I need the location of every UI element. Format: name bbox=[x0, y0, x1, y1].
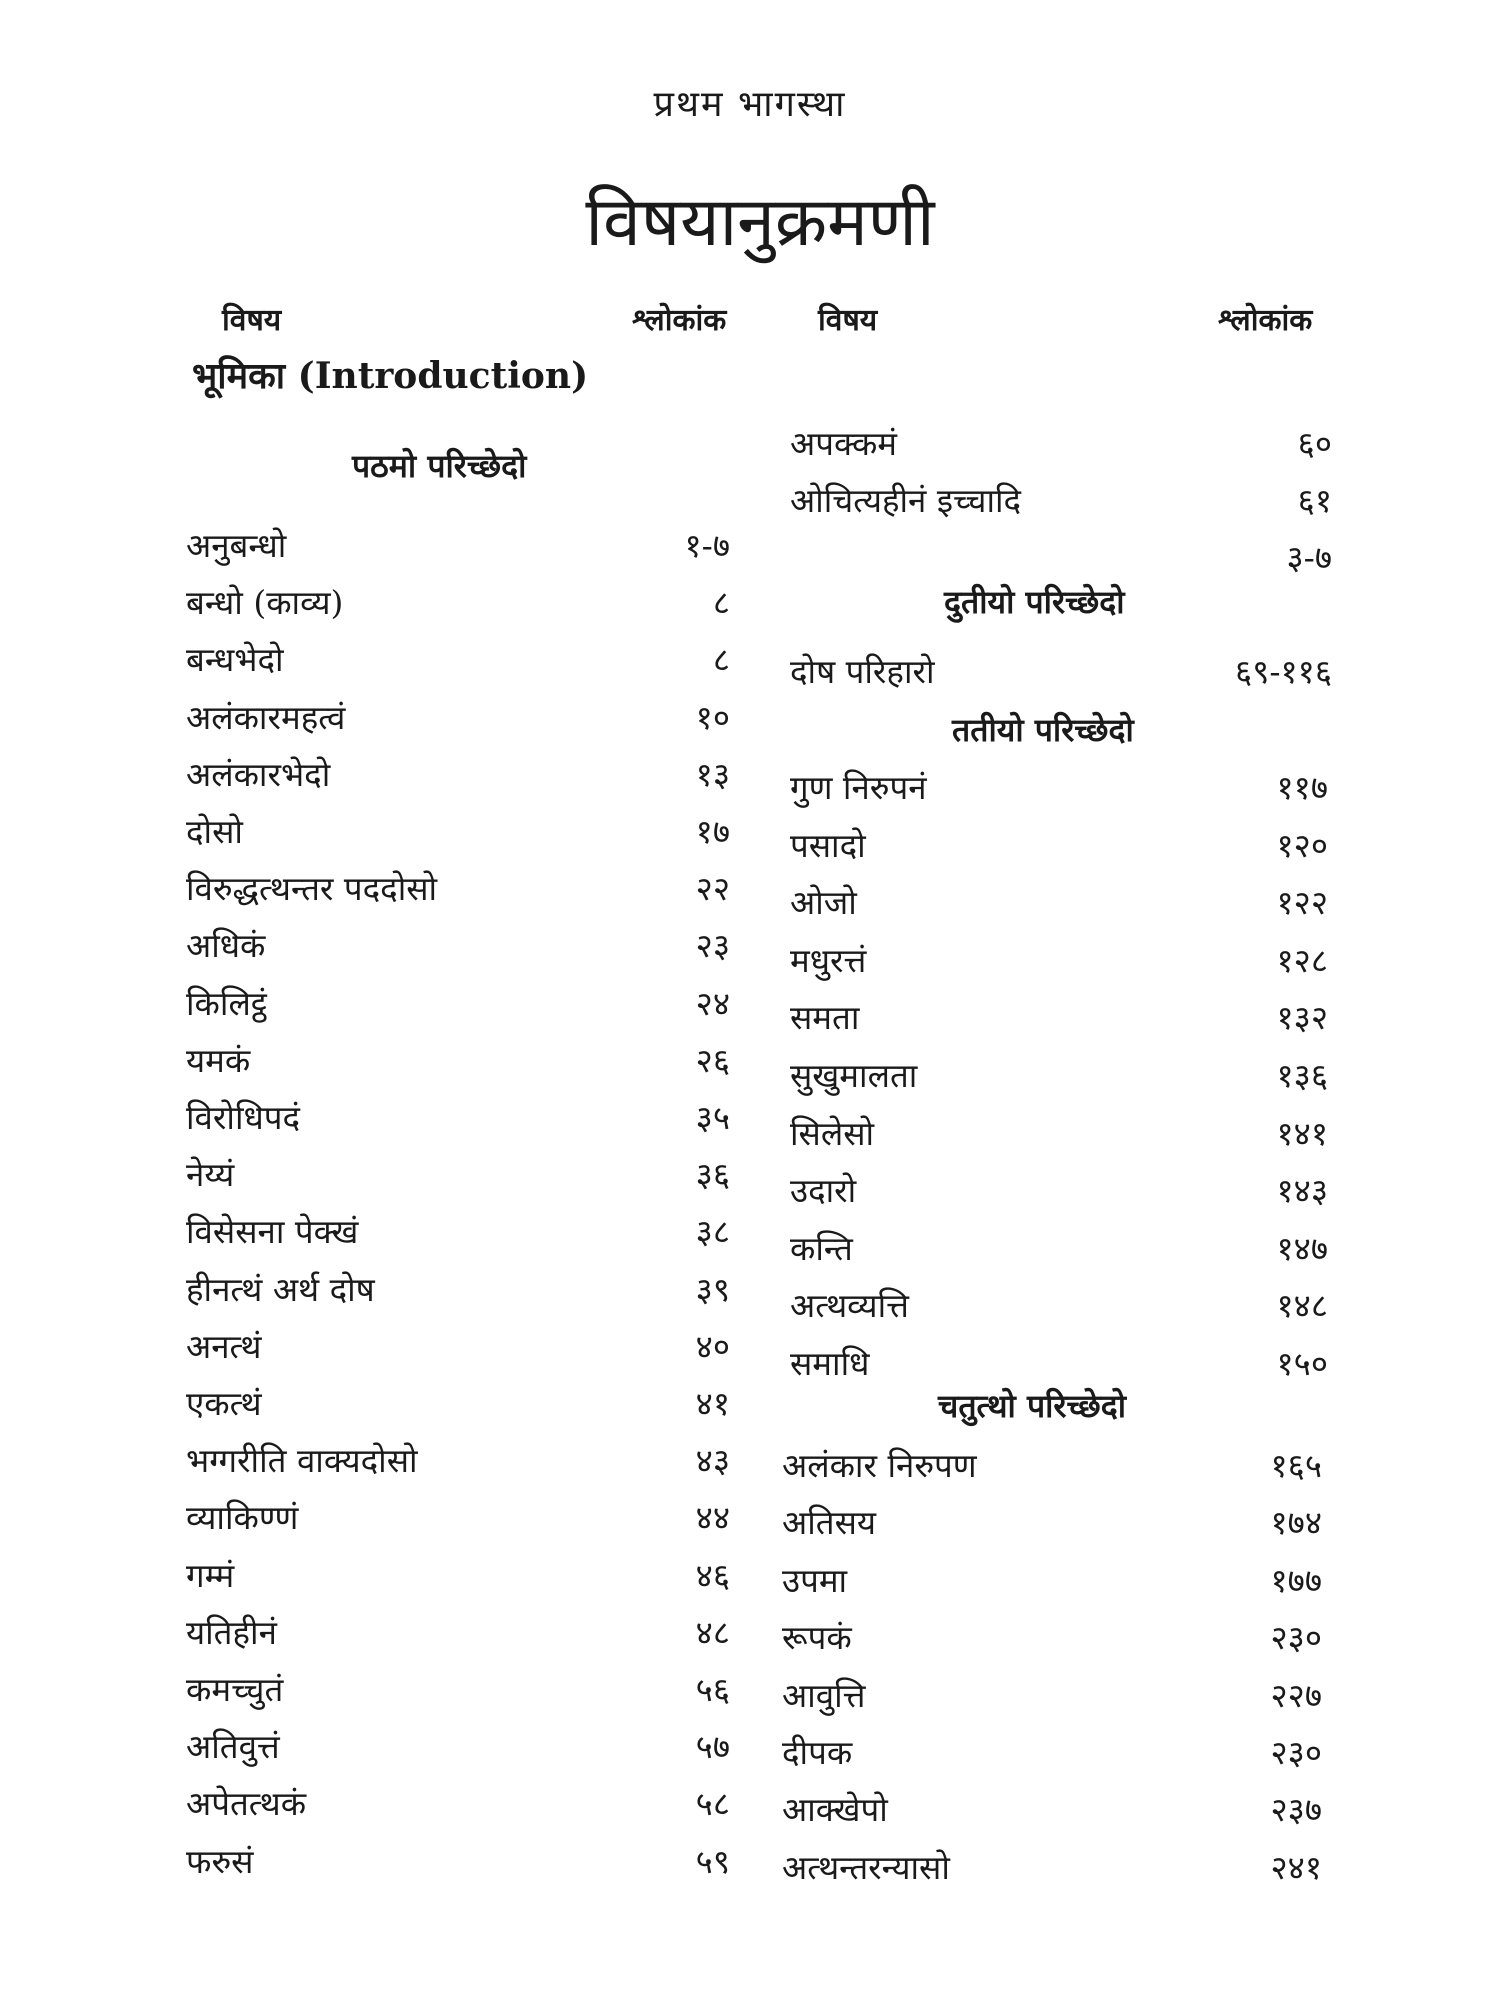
entry-verse-number: ८ bbox=[712, 583, 730, 623]
entry-topic: कमच्चुतं bbox=[186, 1670, 284, 1709]
entry-verse-number: ३-७ bbox=[1286, 538, 1332, 577]
index-entry bbox=[186, 1323, 730, 1379]
index-entry bbox=[790, 994, 1328, 1050]
entry-verse-number: १६५ bbox=[1270, 1446, 1322, 1485]
entry-verse-number: ५७ bbox=[695, 1727, 730, 1767]
index-entry bbox=[186, 579, 730, 635]
entry-topic: अधिकं bbox=[186, 926, 266, 966]
entry-verse-number: १२२ bbox=[1276, 883, 1328, 923]
entry-topic: आवुत्ति bbox=[782, 1675, 866, 1715]
index-entry bbox=[790, 1110, 1328, 1166]
entry-topic: व्याकिण्णं bbox=[186, 1498, 299, 1538]
entry-topic: दोसो bbox=[186, 812, 243, 851]
entry-verse-number: ४० bbox=[695, 1326, 730, 1366]
entry-topic: अत्थन्तरन्यासो bbox=[782, 1847, 950, 1887]
entry-topic: मधुरत्तं bbox=[790, 940, 867, 980]
index-entry bbox=[790, 1340, 1328, 1396]
index-entry bbox=[186, 808, 730, 864]
entry-topic: अतिवुत्तं bbox=[186, 1727, 280, 1767]
index-entry bbox=[186, 1037, 730, 1093]
right-topic-header: विषय bbox=[818, 303, 878, 338]
entry-topic: कन्ति bbox=[790, 1228, 853, 1268]
entry-topic: फरुसं bbox=[186, 1841, 254, 1881]
entry-verse-number: ३९ bbox=[695, 1269, 730, 1309]
left-verse-header: श्लोकांक bbox=[632, 303, 727, 338]
index-entry bbox=[790, 420, 1332, 476]
entry-verse-number: ३८ bbox=[695, 1212, 730, 1252]
index-entry bbox=[186, 1609, 730, 1665]
index-entry bbox=[186, 1380, 730, 1436]
entry-topic: हीनत्थं अर्थ दोष bbox=[186, 1269, 375, 1309]
entry-verse-number: १७७ bbox=[1270, 1560, 1322, 1600]
entry-topic: अत्थव्यत्ति bbox=[790, 1286, 909, 1326]
entry-verse-number: ३५ bbox=[695, 1098, 730, 1137]
entry-topic: गुण निरुपनं bbox=[790, 768, 927, 807]
entry-verse-number: १० bbox=[695, 697, 730, 737]
index-entry bbox=[186, 1151, 730, 1207]
entry-verse-number: १३ bbox=[695, 754, 730, 794]
index-entry bbox=[186, 1780, 730, 1836]
entry-topic: एकत्थं bbox=[186, 1384, 262, 1423]
index-entry bbox=[782, 1786, 1322, 1842]
entry-verse-number: ५९ bbox=[695, 1841, 730, 1881]
entry-topic: गम्मं bbox=[186, 1555, 235, 1595]
entry-verse-number: ६० bbox=[1297, 424, 1332, 463]
entry-topic: किलिट्ठं bbox=[186, 983, 267, 1023]
index-entry bbox=[186, 1838, 730, 1894]
index-entry bbox=[186, 694, 730, 750]
entry-verse-number: ६१ bbox=[1297, 481, 1332, 520]
index-entry bbox=[790, 822, 1328, 878]
entry-verse-number: १७४ bbox=[1270, 1503, 1322, 1543]
entry-verse-number: ४१ bbox=[695, 1384, 730, 1423]
index-entry bbox=[790, 1052, 1328, 1108]
index-entry bbox=[790, 764, 1328, 820]
entry-verse-number: ५६ bbox=[695, 1670, 730, 1709]
entry-topic: आक्खेपो bbox=[782, 1790, 888, 1830]
introduction-label: भूमिका (Introduction) bbox=[192, 355, 589, 397]
entry-topic: अपक्कमं bbox=[790, 424, 898, 463]
entry-verse-number: २३७ bbox=[1270, 1790, 1322, 1830]
entry-verse-number: १२८ bbox=[1276, 940, 1328, 980]
entry-topic: उदारो bbox=[790, 1171, 857, 1211]
index-entry bbox=[186, 1208, 730, 1264]
page-supertitle: प्रथम भागस्था bbox=[653, 84, 847, 125]
page-title: विषयानुक्रमणी bbox=[585, 183, 935, 262]
index-entry bbox=[186, 980, 730, 1036]
entry-topic: अतिसय bbox=[782, 1503, 877, 1543]
entry-topic: ओजो bbox=[790, 883, 857, 923]
entry-verse-number: ४४ bbox=[695, 1498, 730, 1538]
entry-topic: नेय्यं bbox=[186, 1155, 235, 1195]
index-entry bbox=[782, 1557, 1322, 1613]
entry-verse-number: २६ bbox=[695, 1040, 730, 1080]
index-entry bbox=[790, 879, 1328, 935]
entry-verse-number: २३ bbox=[695, 926, 730, 966]
entry-verse-number: १७ bbox=[695, 812, 730, 851]
entry-topic: अपेतत्थकं bbox=[186, 1784, 307, 1824]
index-entry bbox=[782, 1442, 1322, 1498]
index-entry bbox=[186, 751, 730, 807]
entry-verse-number: १४८ bbox=[1276, 1286, 1328, 1326]
index-entry bbox=[782, 1614, 1322, 1670]
index-entry bbox=[790, 1282, 1328, 1338]
entry-verse-number: ४८ bbox=[695, 1612, 730, 1652]
entry-verse-number: २२ bbox=[695, 869, 730, 909]
section-heading-second: दुतीयो परिच्छेदो bbox=[944, 583, 1125, 621]
index-entry bbox=[186, 1094, 730, 1150]
index-entry bbox=[186, 1552, 730, 1608]
entry-topic: अनुबन्धो bbox=[186, 526, 287, 565]
entry-topic: पसादो bbox=[790, 825, 866, 865]
entry-verse-number: २४ bbox=[695, 983, 730, 1023]
entry-verse-number: १-७ bbox=[684, 526, 730, 565]
entry-verse-number: ६९-११६ bbox=[1235, 652, 1332, 691]
index-entry bbox=[186, 1266, 730, 1322]
entry-verse-number: ३६ bbox=[695, 1155, 730, 1195]
index-entry bbox=[186, 636, 730, 692]
entry-topic: विरुद्धत्थन्तर पददोसो bbox=[186, 869, 438, 909]
entry-topic: यतिहीनं bbox=[186, 1612, 277, 1652]
entry-verse-number: ४६ bbox=[695, 1555, 730, 1595]
entry-topic: दीपक bbox=[782, 1733, 853, 1772]
section-heading-first: पठमो परिच्छेदो bbox=[352, 447, 527, 485]
entry-topic: बन्धभेदो bbox=[186, 640, 284, 680]
entry-verse-number: २२७ bbox=[1270, 1675, 1322, 1715]
entry-topic: सुखुमालता bbox=[790, 1056, 918, 1095]
right-verse-header: श्लोकांक bbox=[1218, 303, 1313, 338]
index-entry bbox=[790, 534, 1332, 590]
entry-topic: सिलेसो bbox=[790, 1113, 875, 1153]
entry-topic: रूपकं bbox=[782, 1618, 852, 1658]
entry-verse-number: १४१ bbox=[1276, 1113, 1328, 1153]
entry-verse-number: ४३ bbox=[695, 1441, 730, 1481]
entry-verse-number: १२० bbox=[1276, 825, 1328, 865]
entry-verse-number: १४७ bbox=[1276, 1228, 1328, 1268]
index-entry bbox=[790, 648, 1332, 704]
index-entry bbox=[782, 1499, 1322, 1555]
entry-topic: उपमा bbox=[782, 1560, 848, 1600]
index-entry bbox=[186, 1666, 730, 1722]
entry-verse-number: ८ bbox=[712, 640, 730, 680]
section-heading-third: ततीयो परिच्छेदो bbox=[952, 711, 1134, 749]
entry-topic: अनत्थं bbox=[186, 1326, 262, 1366]
entry-verse-number: ५८ bbox=[695, 1784, 730, 1824]
entry-verse-number: १३२ bbox=[1276, 998, 1328, 1038]
entry-topic: अलंकारमहत्वं bbox=[186, 697, 346, 737]
entry-verse-number: १४३ bbox=[1276, 1171, 1328, 1211]
entry-topic: बन्धो (काव्य) bbox=[186, 583, 344, 623]
entry-verse-number: १५० bbox=[1276, 1344, 1328, 1383]
index-entry bbox=[790, 1167, 1328, 1223]
entry-topic: समता bbox=[790, 998, 860, 1038]
entry-topic: विसेसना पेक्खं bbox=[186, 1212, 359, 1252]
index-entry bbox=[186, 865, 730, 921]
entry-topic: ओचित्यहीनं इच्चादि bbox=[790, 481, 1022, 520]
entry-topic: अलंकारभेदो bbox=[186, 754, 331, 794]
entry-verse-number: ११७ bbox=[1276, 768, 1328, 807]
index-entry bbox=[782, 1729, 1322, 1785]
section-heading-fourth: चतुत्थो परिच्छेदो bbox=[938, 1387, 1127, 1425]
entry-topic: विरोधिपदं bbox=[186, 1098, 301, 1137]
index-entry bbox=[186, 1437, 730, 1493]
entry-topic: भग्गरीति वाक्यदोसो bbox=[186, 1441, 418, 1481]
entry-verse-number: १३६ bbox=[1276, 1056, 1328, 1095]
index-entry bbox=[186, 522, 730, 578]
entry-verse-number: २३० bbox=[1270, 1733, 1322, 1772]
left-topic-header: विषय bbox=[222, 303, 282, 338]
index-entry bbox=[782, 1672, 1322, 1728]
index-entry bbox=[186, 1723, 730, 1779]
index-entry bbox=[782, 1844, 1322, 1900]
index-entry bbox=[186, 1494, 730, 1550]
entry-verse-number: २३० bbox=[1270, 1618, 1322, 1658]
entry-topic: अलंकार निरुपण bbox=[782, 1446, 977, 1485]
index-entry bbox=[790, 1225, 1328, 1281]
index-entry bbox=[790, 477, 1332, 533]
entry-topic: यमकं bbox=[186, 1040, 251, 1080]
entry-topic: दोष परिहारो bbox=[790, 652, 935, 691]
entry-topic: समाधि bbox=[790, 1344, 870, 1383]
index-entry bbox=[790, 937, 1328, 993]
entry-verse-number: २४१ bbox=[1270, 1847, 1322, 1887]
index-entry bbox=[186, 922, 730, 978]
